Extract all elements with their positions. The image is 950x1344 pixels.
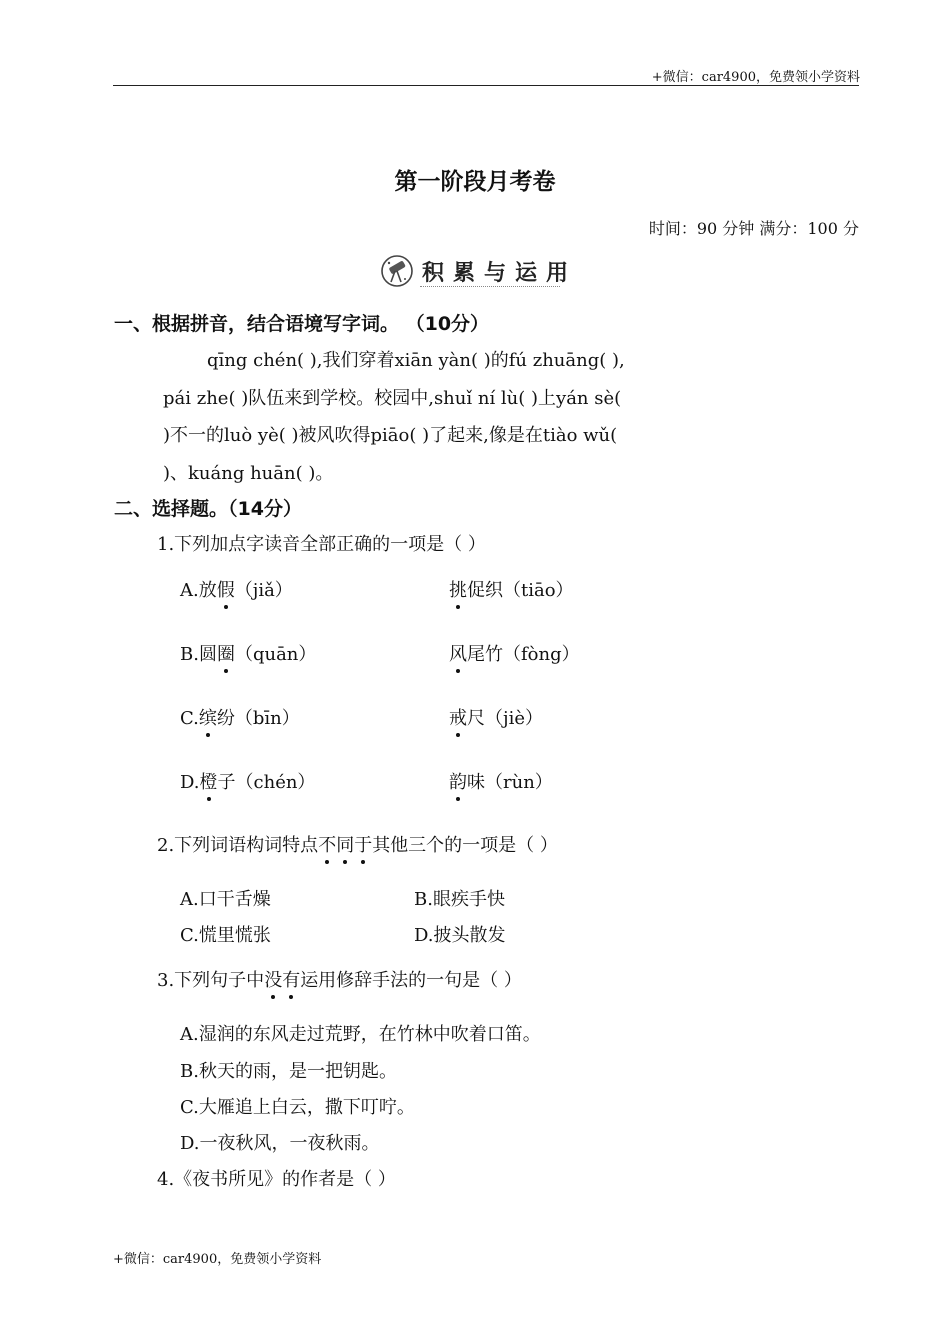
s3-option-b: B.秋天的雨，是一把钥匙。 <box>180 1061 397 1082</box>
header-note: +微信：car4900，免费领小学资料 <box>651 70 860 85</box>
dotted-char: 假 <box>217 576 235 602</box>
s1-option-c-right <box>449 704 543 730</box>
option-prefix: A.放 <box>180 580 217 601</box>
q1-heading: 一、根据拼音，结合语境写字词。 （10分） <box>114 313 490 335</box>
s1-option-a-left <box>180 576 293 602</box>
dotted-char: 橙 <box>200 768 218 794</box>
dotted-char: 挑 <box>449 576 467 602</box>
dotted-char: 圈 <box>217 640 235 666</box>
dotted-char: 同 <box>336 831 354 857</box>
s1-option-b-left <box>180 640 316 666</box>
s3-stem <box>157 966 522 992</box>
s1-option-d-right <box>449 768 553 794</box>
section-banner <box>380 252 578 292</box>
s1-option-b-right <box>449 640 580 666</box>
option-rest: 尺（jiè） <box>467 708 543 729</box>
dotted-char: 没 <box>264 966 282 992</box>
s2-option-d: D.披头散发 <box>414 925 506 946</box>
dotted-char: 戒 <box>449 704 467 730</box>
option-rest: 促织（tiāo） <box>467 580 574 601</box>
stem-text: 3.下列句子中 <box>157 970 265 991</box>
option-prefix: C. <box>180 708 199 729</box>
stem-text: 2.下列词语构词特点 <box>157 835 319 856</box>
s3-option-c: C.大雁追上白云，撒下叮咛。 <box>180 1097 415 1118</box>
dotted-char: 有 <box>282 966 300 992</box>
dotted-char: 不 <box>318 831 336 857</box>
s4-stem: 4.《夜书所见》的作者是（ ） <box>157 1169 396 1190</box>
s1-option-d-left <box>180 768 315 794</box>
option-rest: 纷（bīn） <box>216 708 300 729</box>
option-rest: 尾竹（fòng） <box>467 644 580 665</box>
option-prefix: D. <box>180 772 200 793</box>
s1-option-a-right <box>449 576 574 602</box>
q1-line-3: )不一的luò yè( )被风吹得piāo( )了起来,像是在tiào wǔ( <box>163 425 618 446</box>
s2-stem <box>157 831 558 857</box>
footer-note: +微信：car4900，免费领小学资料 <box>113 1252 322 1267</box>
s2-option-b: B.眼疾手快 <box>414 889 505 910</box>
stem-text: 其他三个的一项是（ ） <box>372 835 558 856</box>
s2-option-c: C.慌里慌张 <box>180 925 271 946</box>
dotted-char: 风 <box>449 640 467 666</box>
section-title: 积累与运用 <box>422 261 578 286</box>
q1-line-1: qīng chén( ),我们穿着xiān yàn( )的fú zhuāng( ), <box>207 350 625 371</box>
q1-line-4: )、kuáng huān( )。 <box>163 463 334 484</box>
dotted-char: 缤 <box>199 704 217 730</box>
section-underline <box>420 286 560 287</box>
exam-meta: 时间：90 分钟 满分：100 分 <box>648 219 859 238</box>
q2-heading: 二、选择题。（14分） <box>114 498 302 520</box>
option-rest: 子（chén） <box>217 772 316 793</box>
dotted-char: 韵 <box>449 768 467 794</box>
option-rest: （quān） <box>234 644 317 665</box>
s2-option-a: A.口干舌燥 <box>180 889 271 910</box>
telescope-icon <box>380 254 414 288</box>
option-prefix: B.圆 <box>180 644 217 665</box>
option-rest: （jiǎ） <box>234 580 293 601</box>
s3-option-d: D.一夜秋风，一夜秋雨。 <box>180 1133 380 1154</box>
option-rest: 味（rùn） <box>467 772 553 793</box>
q1-line-2: pái zhe( )队伍来到学校。校园中,shuǐ ní lù( )上yán sè( <box>163 388 622 409</box>
page-title: 第一阶段月考卷 <box>394 169 556 195</box>
dotted-char: 于 <box>354 831 372 857</box>
s1-option-c-left <box>180 704 300 730</box>
s1-stem: 1.下列加点字读音全部正确的一项是（ ） <box>157 534 486 555</box>
stem-text: 运用修辞手法的一句是（ ） <box>300 970 522 991</box>
s3-option-a: A.湿润的东风走过荒野，在竹林中吹着口笛。 <box>180 1024 541 1045</box>
header-rule <box>113 85 859 86</box>
